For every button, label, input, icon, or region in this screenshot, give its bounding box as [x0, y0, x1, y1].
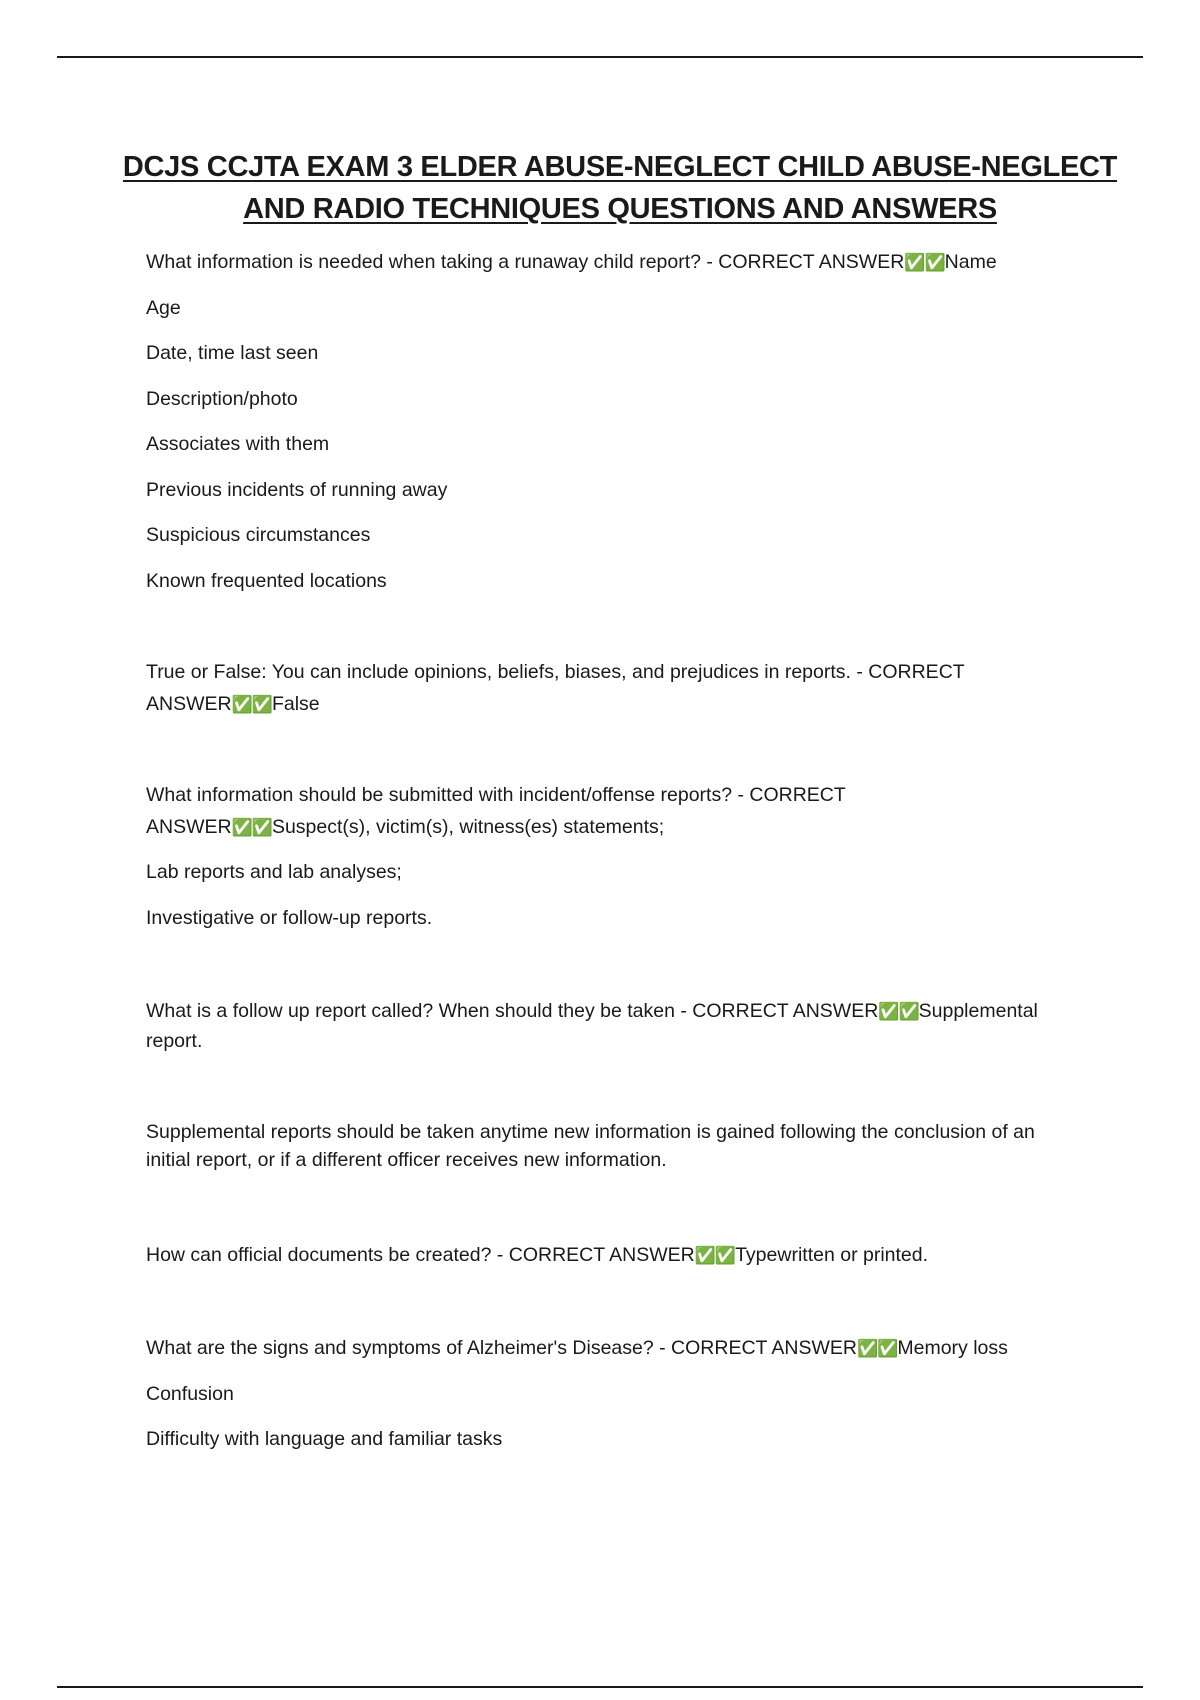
title-line-2: AND RADIO TECHNIQUES QUESTIONS AND ANSWERS	[243, 193, 997, 225]
question-4: What is a follow up report called? When should they be taken - CORRECT ANSWER✅✅Supplemental	[146, 995, 1038, 1028]
answer-item: Associates with them	[146, 433, 330, 455]
question-5: How can official documents be created? - CORRECT ANSWER✅✅Typewritten or printed.	[146, 1239, 928, 1272]
footer-rule	[57, 1686, 1143, 1688]
answer-item: Date, time last seen	[146, 342, 319, 364]
title-line-1: DCJS CCJTA EXAM 3 ELDER ABUSE-NEGLECT CHILD ABUSE-NEGLECT	[122, 151, 1118, 183]
header-rule	[57, 56, 1143, 58]
document-title	[100, 146, 1140, 230]
answer-4-line-2: report.	[146, 1030, 203, 1052]
answer-item: Difficulty with language and familiar tasks	[146, 1428, 503, 1450]
question-6: What are the signs and symptoms of Alzheimer's Disease? - CORRECT ANSWER✅✅Memory loss	[146, 1332, 1008, 1365]
question-3-line-2: ANSWER✅✅Suspect(s), victim(s), witness(es) statements;	[146, 811, 664, 844]
answer-3: Suspect(s), victim(s), witness(es) statements;	[271, 816, 665, 838]
paragraph-line-2: initial report, or if a different officer receives new information.	[146, 1149, 667, 1171]
question-1: What information is needed when taking a runaway child report? - CORRECT ANSWER✅✅Name	[146, 246, 997, 279]
check-mark-icon: ✅✅	[231, 695, 272, 715]
answer-5: Typewritten or printed.	[735, 1244, 929, 1266]
answer-6: Memory loss	[897, 1337, 1008, 1359]
question-3: What information should be submitted with incident/offense reports? - CORRECT	[146, 784, 846, 806]
answer-item: Age	[146, 297, 181, 319]
question-2: True or False: You can include opinions, beliefs, biases, and prejudices in reports. - CORRECT	[146, 661, 965, 683]
check-mark-icon: ✅✅	[857, 1339, 898, 1359]
answer-4: Supplemental	[918, 1000, 1038, 1022]
answer-item: Investigative or follow-up reports.	[146, 907, 433, 929]
answer-1: Name	[944, 251, 997, 273]
answer-2: False	[271, 693, 320, 715]
answer-item: Description/photo	[146, 388, 298, 410]
paragraph-line-1: Supplemental reports should be taken anytime new information is gained following the conclusion of an	[146, 1121, 1035, 1143]
answer-item: Confusion	[146, 1383, 234, 1405]
answer-item: Previous incidents of running away	[146, 479, 448, 501]
check-mark-icon: ✅✅	[878, 1002, 919, 1022]
answer-item: Lab reports and lab analyses;	[146, 861, 402, 883]
check-mark-icon: ✅✅	[904, 253, 945, 273]
answer-item: Known frequented locations	[146, 570, 387, 592]
check-mark-icon: ✅✅	[694, 1246, 736, 1266]
answer-item: Suspicious circumstances	[146, 524, 371, 546]
question-2-line-2: ANSWER✅✅False	[146, 688, 320, 721]
check-mark-icon: ✅✅	[231, 818, 272, 838]
